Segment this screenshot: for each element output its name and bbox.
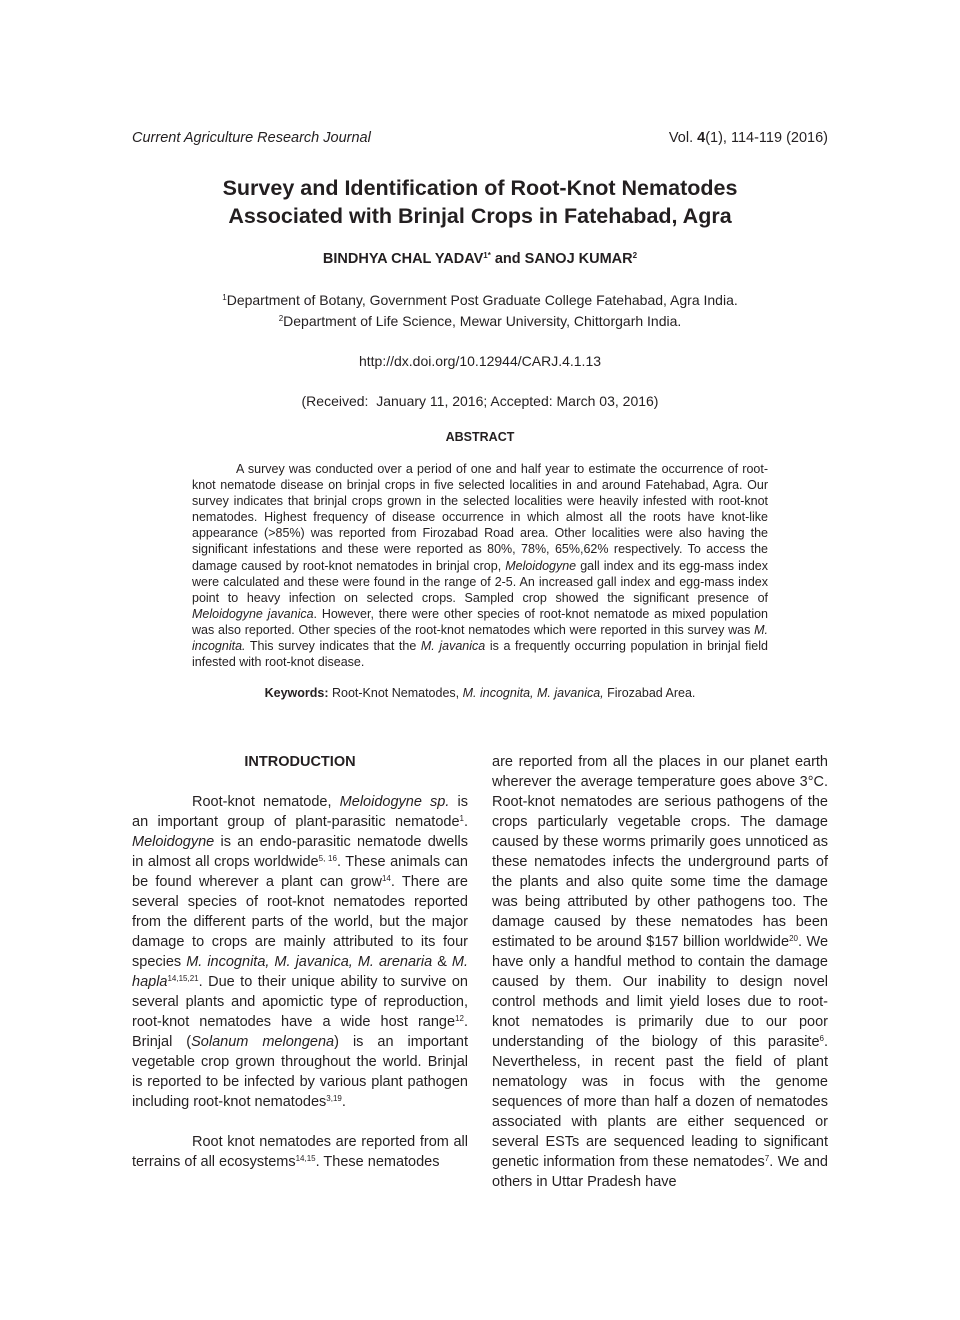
keywords: [0, 686, 960, 700]
title-line-2: Associated with Brinjal Crops in Fatehabad, Agra: [228, 204, 732, 228]
column-left: [132, 752, 468, 1172]
volume-number: 4: [697, 130, 706, 146]
body-italic: Meloidogyne sp.: [339, 794, 450, 810]
body-text: Root knot nematodes are reported from all terrains of all ecosystems: [132, 1134, 468, 1170]
body-text: . Nevertheless, in recent past the field of plant nematology was in focus with the genome sequences of more than half a dozen of nematodes associated with plants are either sequenced or several ESTs are sequenced leading to significant genetic information from these nematodes: [492, 1034, 828, 1170]
affiliation-1: [0, 292, 960, 308]
intro-paragraph-1: [132, 792, 468, 1112]
body-text: . These animals can be found wherever a plant can grow: [132, 854, 468, 890]
body-italic: Meloidogyne: [132, 834, 215, 850]
author-2: SANOJ KUMAR: [524, 251, 633, 267]
keywords-text: Root-Knot Nematodes,: [328, 686, 463, 700]
body-text: . There are several species of root-knot nematodes reported from the different parts of the world, but the major damage to crops are mainly attributed to its four species: [132, 874, 468, 970]
citation-sup: 12: [455, 1014, 464, 1023]
volume-rest: (1), 114-119 (2016): [705, 130, 828, 146]
affiliation-1-text: Department of Botany, Government Post Graduate College Fatehabad, Agra India.: [226, 292, 738, 308]
body-italic: M. hapla: [132, 954, 469, 990]
volume-prefix: Vol.: [668, 130, 698, 146]
body-text: . We and others in Uttar Pradesh have: [492, 1154, 828, 1190]
column-right: [492, 752, 828, 1192]
abstract-italic: M. javanica: [420, 639, 486, 654]
abstract-italic: Meloidogyne javanica: [192, 606, 314, 621]
abstract-text: . However, there were other species of root-knot nematode as mixed population was also reported. Other species of the root-knot nematodes which were reported in this survey was: [192, 606, 768, 637]
intro-paragraph-2-continued: [492, 752, 828, 1192]
body-italic: M. incognita, M. javanica, M. arenaria: [186, 954, 433, 970]
citation-sup: 3,19: [326, 1094, 342, 1103]
paper-title: [0, 174, 960, 230]
journal-name: Current Agriculture Research Journal: [132, 130, 371, 146]
abstract-paragraph: [192, 461, 768, 670]
authors-and: and: [490, 251, 525, 267]
body-text: . Due to their unique ability to survive on several plants and apomictic type of reproduction, root-knot nematodes have a wide host range: [132, 974, 468, 1030]
citation-sup: 5, 16: [318, 854, 337, 863]
affiliation-2-sup: 2: [278, 314, 284, 323]
introduction-heading: INTRODUCTION: [244, 754, 356, 770]
body-text: . These nematodes: [315, 1154, 440, 1170]
affiliation-2: [0, 313, 960, 329]
body-text: . Brinjal (: [132, 1014, 468, 1050]
body-text: is an endo-parasitic nematode dwells in almost all crops worldwide: [132, 834, 468, 870]
keywords-label: Keywords:: [264, 686, 329, 700]
author-1-sup: 1*: [483, 251, 491, 260]
body-text: are reported from all the places in our planet earth wherever the average temperature goes above 3°C. Root-knot nematodes are serious pathogens of the crops particularly vegetable crops. The damage caused by these worms primarily goes unnoticed as these nematodes infects the underground parts of the plants and also quite some time the damage was being attributed by other pathogens too. The damage caused by these nematodes has been estimated to be around $157 billion worldwide: [492, 754, 828, 950]
body-text: .: [341, 1094, 346, 1110]
abstract-italic: Meloidogyne: [505, 558, 577, 573]
citation-sup: 20: [789, 934, 798, 943]
author-1: BINDHYA CHAL YADAV: [322, 251, 484, 267]
citation-sup: 1: [459, 814, 464, 823]
citation-sup: 14,15: [295, 1154, 316, 1163]
citation-sup: 6: [819, 1034, 824, 1043]
abstract-text: gall index and its egg-mass index were calculated and these were found in the range of 2-5. An increased gall index and egg-mass index point to heavy infection on selected crops. Sampled crop showed the significant presence of: [192, 558, 768, 605]
body-text: &: [432, 954, 452, 970]
body-text: Root-knot nematode,: [192, 794, 340, 810]
keywords-italic: M. incognita, M. javanica,: [462, 686, 604, 700]
abstract-italic: M. incognita.: [192, 622, 768, 654]
author-2-sup: 2: [632, 251, 638, 260]
citation-sup: 7: [764, 1154, 770, 1163]
body-text: ) is an important vegetable crop grown throughout the world. Brinjal is reported to be infected by various plant pathogen including root-knot nematodes: [132, 1034, 468, 1110]
abstract-text: This survey indicates that the: [245, 639, 421, 654]
intro-paragraph-2: [132, 1132, 468, 1172]
volume-info: [669, 130, 828, 146]
abstract: [192, 461, 768, 670]
authors: [0, 251, 960, 267]
citation-sup: 14: [381, 874, 391, 883]
received-accepted-dates: (Received: January 11, 2016; Accepted: March 03, 2016): [301, 393, 659, 409]
abstract-heading: ABSTRACT: [445, 430, 515, 444]
doi-link[interactable]: http://dx.doi.org/10.12944/CARJ.4.1.13: [358, 353, 602, 369]
body-text: .: [463, 814, 468, 830]
abstract-text: is a frequently occurring population in brinjal field infested with root-knot disease.: [192, 639, 768, 670]
body-text: is an important group of plant-parasitic nematode: [132, 794, 469, 830]
affiliation-1-sup: 1: [222, 293, 227, 302]
body-text: . We have only a handful method to contain the damage caused by them. Our inability to design novel control methods and limit yield loses due to root-knot nematodes is primarily due to our poor understanding of the biology of this parasite: [492, 934, 829, 1050]
citation-sup: 14,15,21: [167, 974, 199, 983]
affiliation-2-text: Department of Life Science, Mewar University, Chittorgarh India.: [283, 313, 682, 329]
keywords-text: Firozabad Area.: [603, 686, 696, 700]
body-italic: Solanum melongena: [191, 1034, 335, 1050]
abstract-text: A survey was conducted over a period of one and half year to estimate the occurrence of root-knot nematode disease on brinjal crops in five selected localities in and around Fatehabad, Agra. Our survey indicates that brinjal crops grown in the selected localities were heavily infested with root-knot nematodes. Highest frequency of disease occurrence in which almost all the roots have knot-like appearance (>85%) was reported from Firozabad Road area. Other localities were also having the significant infestations and these were reported as 80%, 78%, 65%,62% respectively. To access the damage caused by root-knot nematodes in brinjal crop,: [192, 462, 768, 573]
title-line-1: Survey and Identification of Root-Knot Nematodes: [222, 176, 738, 200]
